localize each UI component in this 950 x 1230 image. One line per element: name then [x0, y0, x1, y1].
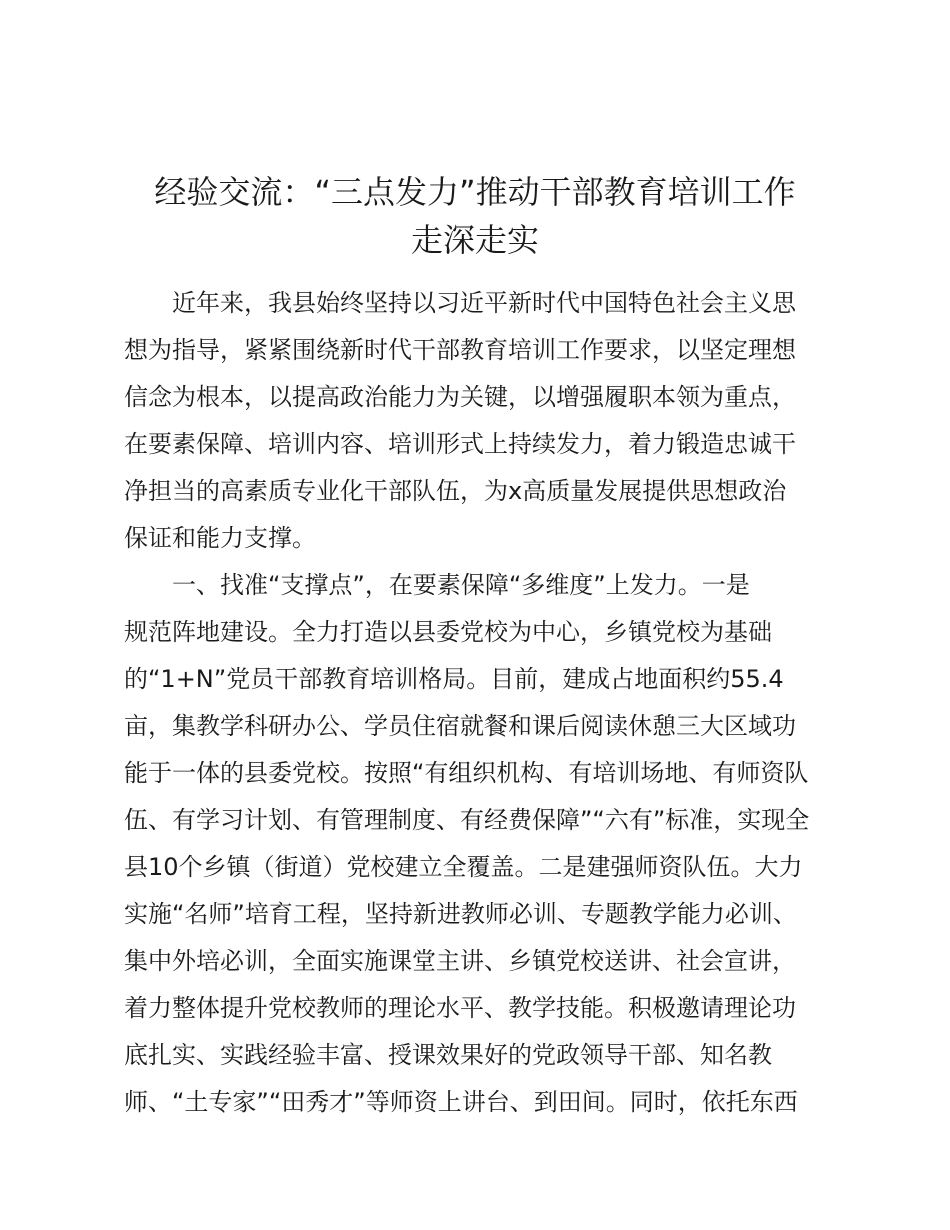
paragraph-line: 净担当的高素质专业化干部队伍，为x高质量发展提供思想政治 — [124, 477, 787, 505]
paragraph-line: 伍、有学习计划、有管理制度、有经费保障”“六有”标准，实现全 — [124, 806, 810, 834]
paragraph-line: 信念为根本，以提高政治能力为关键，以增强履职本领为重点， — [124, 383, 796, 411]
paragraph-line: 在要素保障、培训内容、培训形式上持续发力，着力锻造忠诚干 — [124, 430, 796, 458]
paragraph-line: 的“1+N”党员干部教育培训格局。目前，建成占地面积约55.4 — [124, 665, 784, 693]
paragraph-line: 能于一体的县委党校。按照“有组织机构、有培训场地、有师资队 — [124, 759, 809, 787]
section-heading-line: 一、找准“支撑点”，在要素保障“多维度”上发力。一是 — [172, 571, 750, 599]
paragraph-line: 着力整体提升党校教师的理论水平、教学技能。积极邀请理论功 — [124, 994, 796, 1022]
paragraph-line: 想为指导，紧紧围绕新时代干部教育培训工作要求，以坚定理想 — [124, 336, 796, 364]
paragraph-line: 县10个乡镇（街道）党校建立全覆盖。二是建强师资队伍。大力 — [124, 853, 803, 881]
document-title-line-1: 经验交流：“三点发力”推动干部教育培训工作 — [154, 173, 796, 211]
paragraph-line: 保证和能力支撑。 — [124, 524, 316, 552]
paragraph-line: 亩，集教学科研办公、学员住宿就餐和课后阅读休憩三大区域功 — [124, 712, 796, 740]
paragraph-line: 规范阵地建设。全力打造以县委党校为中心，乡镇党校为基础 — [124, 618, 772, 646]
paragraph-line: 近年来，我县始终坚持以习近平新时代中国特色社会主义思 — [172, 289, 796, 317]
document-title-line-2: 走深走实 — [410, 221, 539, 259]
paragraph-line: 集中外培必训，全面实施课堂主讲、乡镇党校送讲、社会宣讲， — [124, 947, 796, 975]
paragraph-line: 实施“名师”培育工程，坚持新进教师必训、专题教学能力必训、 — [124, 900, 797, 928]
paragraph-line: 底扎实、实践经验丰富、授课效果好的党政领导干部、知名教 — [124, 1041, 772, 1069]
paragraph-line: 师、“土专家”“田秀才”等师资上讲台、到田间。同时，依托东西 — [124, 1088, 798, 1116]
